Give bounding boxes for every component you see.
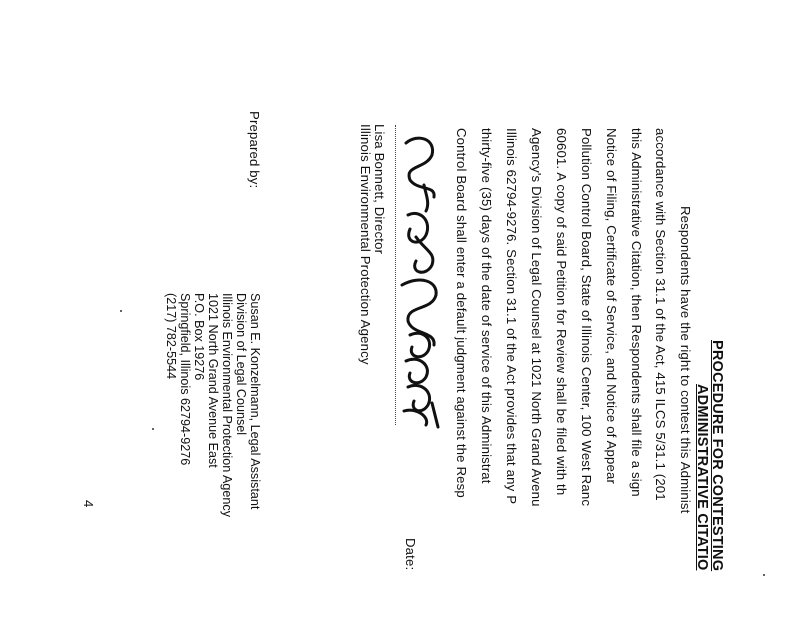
paragraph-line: Illinois 62794-9276. Section 31.1 of the Act provides that any P <box>504 128 519 505</box>
scan-speck <box>152 428 154 430</box>
prepared-line: Susan E. Konzelmann, Legal Assistant <box>248 293 262 510</box>
prepared-line: (217) 782-5544 <box>164 293 178 380</box>
paragraph-line: Control Board shall enter a default judgment against the Resp <box>454 128 469 498</box>
paragraph-line: thirty-five (35) days of the date of service of this Administrat <box>479 128 494 484</box>
paragraph-line: Respondents have the right to contest this Administ <box>678 206 693 514</box>
prepared-line: 1021 North Grand Avenue East <box>206 293 220 468</box>
paragraph-line: Notice of Filing, Certificate of Service, and Notice of Appear <box>604 128 619 485</box>
prepared-by-label: Prepared by: <box>247 111 262 189</box>
prepared-line: Illinois Environmental Protection Agency <box>220 293 234 518</box>
signer-agency: Illinois Environmental Protection Agency <box>358 124 373 365</box>
signature-line <box>395 125 397 425</box>
prepared-line: P.O. Box 19276 <box>192 293 206 381</box>
paragraph-line: this Administrative Citation, then Respondents shall file a sign <box>629 128 644 497</box>
signer-name: Lisa Bonnett, Director <box>372 124 387 255</box>
heading-line-2: ADMINISTRATIVE CITATIO <box>694 384 710 571</box>
paragraph-line: 60601. A copy of said Petition for Review shall be filed with th <box>554 128 569 496</box>
scan-speck <box>763 574 765 576</box>
date-label: Date: <box>403 538 418 571</box>
prepared-line: Division of Legal Counsel <box>234 293 248 436</box>
scan-speck <box>120 310 122 312</box>
signature-image <box>396 125 442 430</box>
page-number: 4 <box>81 500 96 508</box>
paragraph-line: Pollution Control Board, State of Illinois Center, 100 West Ranc <box>579 128 594 507</box>
paragraph-line: accordance with Section 31.1 of the Act, 415 ILCS 5/31.1 (201 <box>653 128 668 501</box>
heading-line-1: PROCEDURE FOR CONTESTING <box>709 340 725 572</box>
prepared-line: Springfield, Illinois 62794-9276 <box>178 293 192 466</box>
paragraph-line: Agency's Division of Legal Counsel at 1021 North Grand Avenu <box>529 128 544 507</box>
